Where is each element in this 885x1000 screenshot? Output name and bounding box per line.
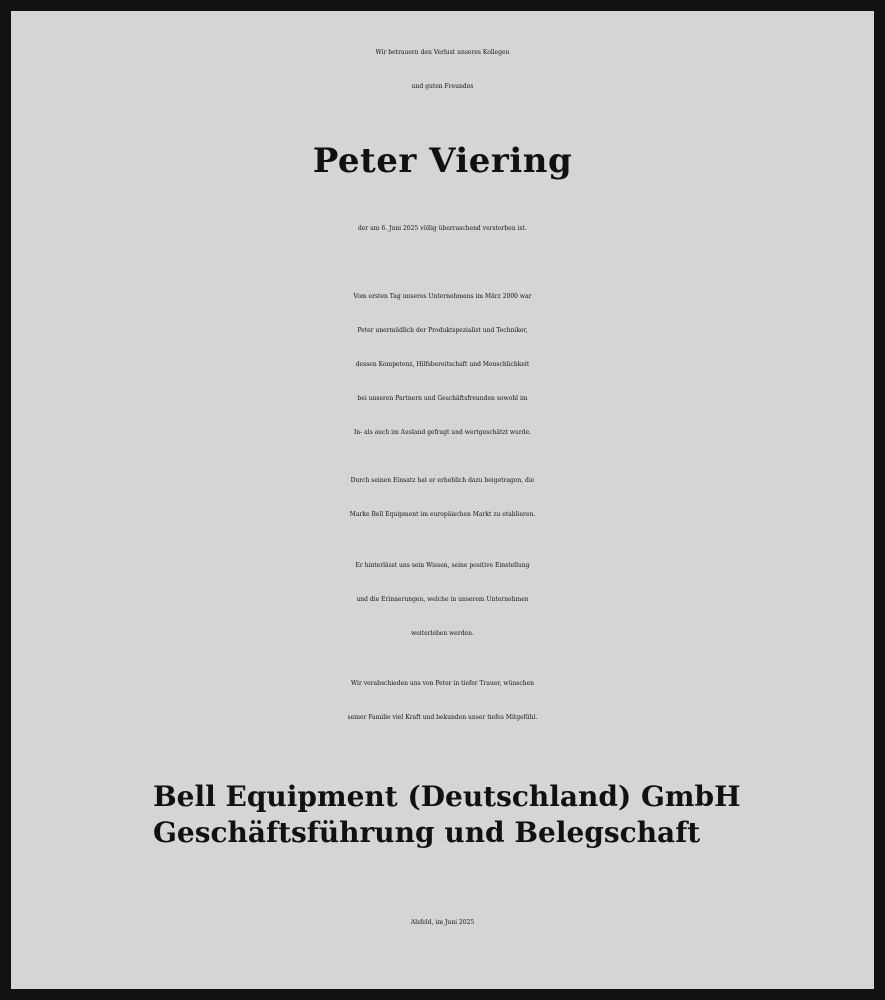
deceased-name: Peter Viering bbox=[312, 141, 573, 181]
paragraph-4-line-2: seiner Familie viel Kraft und bekunden unser tiefes Mitgefühl. bbox=[347, 714, 538, 721]
signature-department: Geschäftsführung und Belegschaft bbox=[153, 816, 701, 849]
paragraph-3-line-3: weiterleben werden. bbox=[411, 630, 474, 637]
paragraph-1-line-5: In- als auch im Ausland gefragt und wertgeschätzt wurde. bbox=[353, 429, 532, 436]
intro-line-2: und guten Freundes bbox=[411, 83, 474, 90]
signature-company: Bell Equipment (Deutschland) GmbH bbox=[153, 780, 741, 813]
death-note: der am 6. Juni 2025 völlig überraschend verstorben ist. bbox=[358, 225, 527, 232]
place-date: Alsfeld, im Juni 2025 bbox=[410, 919, 475, 926]
paragraph-1-line-1: Vom ersten Tag unseres Unternehmens im März 2000 war bbox=[353, 293, 532, 300]
intro-line-1: Wir betrauern den Verlust unseres Kollegen bbox=[375, 49, 510, 56]
paragraph-4-line-1: Wir verabschieden uns von Peter in tiefer Trauer, wünschen bbox=[350, 680, 535, 687]
paragraph-1-line-2: Peter unermüdlich der Produktspezialist und Techniker, bbox=[357, 327, 528, 334]
paragraph-2-line-2: Marke Bell Equipment im europäischen Markt zu etablieren. bbox=[349, 511, 536, 518]
paragraph-1-line-4: bei unseren Partnern und Geschäftsfreunden sowohl im bbox=[357, 395, 528, 402]
paragraph-3-line-1: Er hinterlässt uns sein Wissen, seine positive Einstellung bbox=[355, 562, 530, 569]
paragraph-3-line-2: und die Erinnerungen, welche in unserem Unternehmen bbox=[356, 596, 529, 603]
paragraph-1-line-3: dessen Kompetenz, Hilfsbereitschaft und Menschlichkeit bbox=[355, 361, 530, 368]
paragraph-2-line-1: Durch seinen Einsatz hat er erheblich dazu beigetragen, die bbox=[350, 477, 535, 484]
